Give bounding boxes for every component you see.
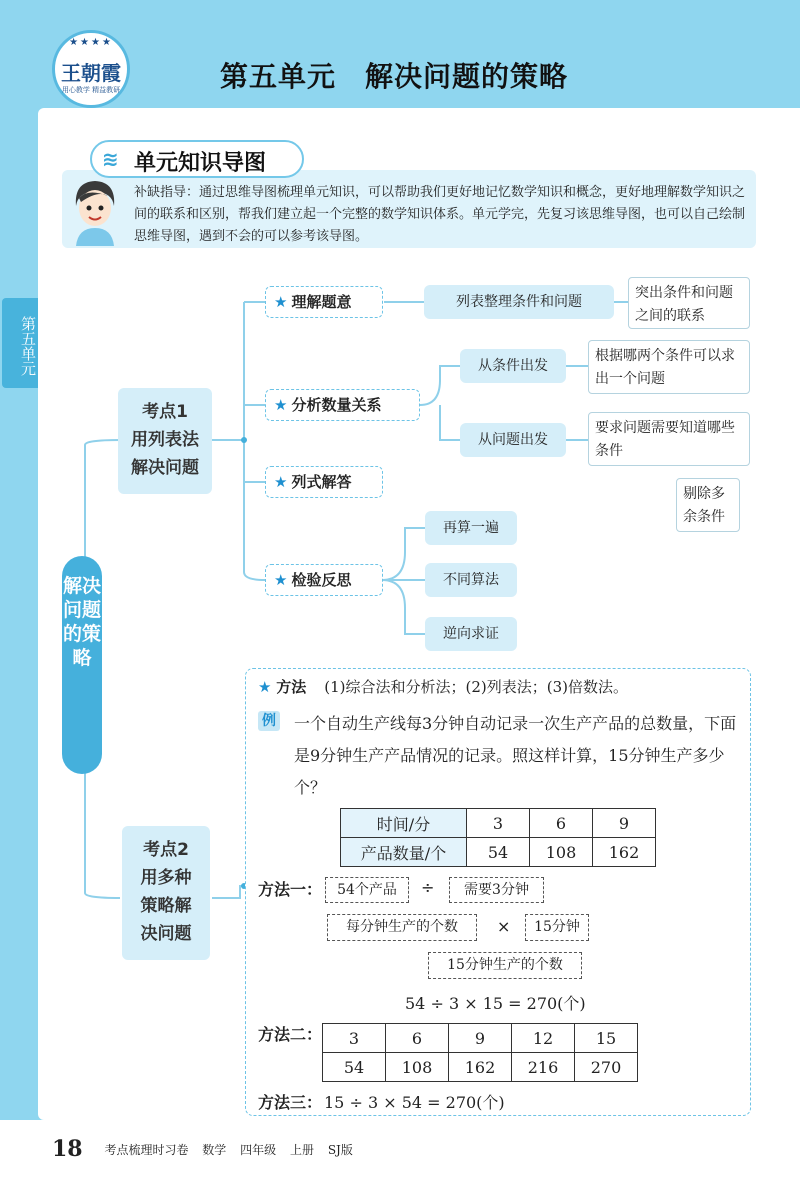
star-icon: ★ [274, 293, 288, 311]
kp2-title: 考点2 [143, 840, 189, 860]
kp1-line1: 用列表法 [131, 430, 199, 450]
table-cell: 54 [467, 838, 530, 867]
table-cell: 162 [449, 1053, 512, 1082]
page-number: 18 [52, 1136, 83, 1162]
understand-label: 列表整理条件和问题 [424, 285, 614, 319]
table-cell: 6 [530, 809, 593, 838]
table-cell: 6 [386, 1024, 449, 1053]
central-topic: 解决问题的策略 [62, 556, 102, 774]
star-icon: ★ [258, 678, 272, 696]
logo-subtext: 用心教学 精益教研 [61, 86, 121, 94]
page-footer [52, 1136, 363, 1162]
method2-table [322, 1023, 638, 1082]
check-other-method: 不同算法 [425, 563, 517, 597]
check-reverse: 逆向求证 [425, 617, 517, 651]
method2-label: 方法二： [258, 1025, 323, 1044]
from-condition-note: 根据哪两个条件可以求出一个问题 [588, 340, 750, 394]
step-check [265, 564, 383, 596]
star-icon: ★ [274, 473, 288, 491]
methods-line [258, 676, 628, 697]
remove-extra-note: 剔除多余条件 [676, 478, 740, 532]
unit-side-tab: 第五单元 [2, 298, 38, 388]
method3-label: 方法三： [258, 1093, 323, 1112]
knowledge-map-title: 单元知识导图 [134, 151, 267, 176]
method1-box-15min: 15分钟 [525, 914, 589, 941]
table-cell: 12 [512, 1024, 575, 1053]
table-cell: 270 [575, 1053, 638, 1082]
from-condition: 从条件出发 [460, 349, 566, 383]
from-question: 从问题出发 [460, 423, 566, 457]
table-cell: 9 [449, 1024, 512, 1053]
table-cell: 54 [323, 1053, 386, 1082]
step-solve [265, 466, 383, 498]
method1-divide: ÷ [421, 878, 435, 897]
table-cell: 108 [386, 1053, 449, 1082]
method1-box-per-minute: 每分钟生产的个数 [327, 914, 477, 941]
logo-stars-icon: ★★★★ [69, 37, 113, 48]
table-cell: 3 [323, 1024, 386, 1053]
method1-formula: 54 ÷ 3 × 15 = 270(个) [405, 994, 586, 1013]
waves-icon: ≋ [102, 147, 119, 171]
step-analyze-label: 分析数量关系 [291, 396, 382, 414]
methods-text: (1)综合法和分析法；(2)列表法；(3)倍数法。 [324, 678, 628, 696]
method3-formula: 15 ÷ 3 × 54 = 270(个) [324, 1093, 505, 1112]
table-header-count: 产品数量/个 [341, 838, 467, 867]
check-again: 再算一遍 [425, 511, 517, 545]
kp2-line2: 策略解 [140, 896, 192, 916]
guide-text: 补缺指导：通过思维导图梳理单元知识，可以帮助我们更好地记忆数学知识和概念，更好地理解数学知识之间的联系和区别，帮我们建立起一个完整的数学知识体系。单元学完，先复习该思维导图，也可以自己绘制思维导图，遇到不会的可以参考该导图。 [134, 185, 746, 244]
logo-text: 王朝霞 [61, 61, 121, 85]
kp1-line2: 解决问题 [131, 458, 199, 478]
table-cell: 108 [530, 838, 593, 867]
table-row [341, 838, 656, 867]
table-cell: 162 [593, 838, 656, 867]
method1-multiply: × [497, 917, 511, 936]
from-question-note: 要求问题需要知道哪些条件 [588, 412, 750, 466]
method1-label: 方法一： [258, 880, 323, 899]
table-cell: 3 [467, 809, 530, 838]
table-cell: 9 [593, 809, 656, 838]
example-tag: 例 [258, 711, 280, 731]
step-check-label: 检验反思 [291, 571, 352, 589]
footer-subject: 数学 [202, 1143, 227, 1157]
footer-volume: 上册 [289, 1143, 314, 1157]
table-row [341, 809, 656, 838]
table-row [323, 1053, 638, 1082]
kp1-title: 考点1 [142, 402, 188, 422]
step-analyze [265, 389, 420, 421]
table-row [323, 1024, 638, 1053]
example-text: 一个自动生产线每3分钟自动记录一次生产产品的总数量，下面是9分钟生产产品情况的记录。照这样计算，15分钟生产多少个？ [294, 714, 737, 797]
method1-box-minutes: 需要3分钟 [449, 877, 544, 903]
kp1-box [118, 388, 212, 494]
star-icon: ★ [274, 571, 288, 589]
method1-box-products: 54个产品 [325, 877, 409, 903]
understand-note: 突出条件和问题之间的联系 [628, 277, 750, 329]
method1-box-result: 15分钟生产的个数 [428, 952, 582, 979]
footer-grade: 四年级 [240, 1143, 277, 1157]
page-title: 第五单元 解决问题的策略 [220, 60, 569, 93]
star-icon: ★ [274, 396, 288, 414]
footer-book: 考点梳理时习卷 [104, 1143, 189, 1157]
table-cell: 15 [575, 1024, 638, 1053]
table-cell: 216 [512, 1053, 575, 1082]
methods-label: 方法 [276, 678, 307, 696]
example-table [340, 808, 656, 867]
footer-edition: SJ版 [327, 1143, 353, 1157]
table-header-time: 时间/分 [341, 809, 467, 838]
step-understand [265, 286, 383, 318]
kp2-line1: 用多种 [140, 868, 192, 888]
kp2-box [122, 826, 210, 960]
step-understand-label: 理解题意 [291, 293, 352, 311]
kp2-line3: 决问题 [140, 924, 192, 944]
step-solve-label: 列式解答 [291, 473, 352, 491]
